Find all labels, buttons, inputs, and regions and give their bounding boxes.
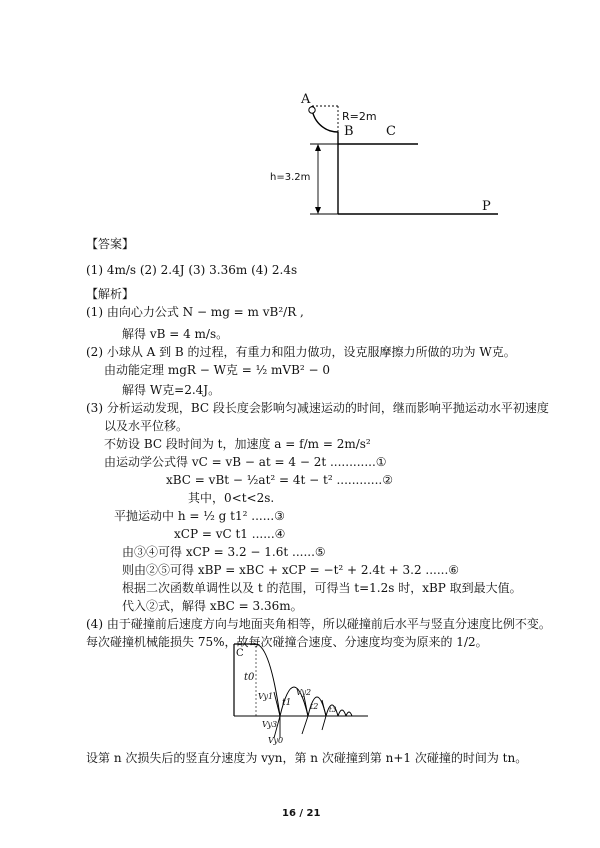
p3-line10: 则由②⑤可得 xBP = xBC + xCP = −t² + 2.4t + 3.2 ......⑥ — [122, 563, 460, 577]
answer-header: 【答案】 — [86, 237, 135, 251]
label-height: h=3.2m — [270, 172, 311, 183]
fig2-label-t2: t2 — [310, 702, 319, 711]
label-b: B — [344, 124, 354, 139]
label-c: C — [386, 124, 396, 139]
p3-line11: 根据二次函数单调性以及 t 的范围，可得当 t=1.2s 时，xBP 取到最大值。 — [122, 581, 522, 595]
velocity-arrow-up-3 — [322, 700, 326, 716]
analysis-header: 【解析】 — [86, 287, 135, 301]
answer-line: (1) 4m/s (2) 2.4J (3) 3.36m (4) 2.4s — [86, 263, 298, 277]
p2-line3: 解得 W克=2.4J。 — [122, 383, 221, 397]
velocity-arrow-up-2 — [304, 696, 308, 716]
fig2-label-vy2: Vy2 — [296, 688, 312, 697]
p3-line3: 不妨设 BC 段时间为 t，加速度 a = f/m = 2m/s² — [104, 437, 371, 451]
velocity-arrow-down-2 — [302, 716, 308, 734]
p3-line4: 由运动学公式得 vC = vB − at = 4 − 2t ............① — [104, 455, 387, 469]
height-arrow-head-bottom — [315, 207, 321, 214]
fig2-label-t0: t0 — [244, 672, 255, 683]
p1-line2: 解得 vB = 4 m/s。 — [122, 327, 229, 341]
fig2-label-t3: t3 — [329, 706, 337, 714]
p2-line1: (2) 小球从 A 到 B 的过程，有重力和阻力做功，设克服摩擦力所做的功为 W克。 — [86, 345, 516, 359]
fig2-label-t1: t1 — [282, 698, 292, 708]
p3-line1: (3) 分析运动发现，BC 段长度会影响匀减速运动的时间，继而影响平抛运动水平初速度 — [86, 401, 549, 415]
fig2-label-c: C — [236, 648, 244, 659]
p4-line1: (4) 由于碰撞前后速度方向与地面夹角相等，所以碰撞前后水平与竖直分速度比例不变。 — [86, 617, 551, 631]
p2-line2: 由动能定理 mgR − W克 = ½ mVB² − 0 — [104, 363, 331, 377]
page-number: 16 / 21 — [282, 808, 321, 819]
p3-line6: 其中，0<t<2s. — [188, 491, 275, 505]
velocity-arrow-down-3 — [322, 716, 326, 730]
p4-line3: 设第 n 次损失后的竖直分速度为 vyn，第 n 次碰撞到第 n+1 次碰撞的时间为 tn。 — [86, 751, 528, 765]
fig2-label-vy0: Vy0 — [268, 736, 284, 745]
label-radius: R=2m — [342, 110, 377, 123]
fig2-label-vy3: Vy3 — [262, 720, 278, 729]
p3-line5: xBC = vBt − ½at² = 4t − t² ............② — [166, 473, 393, 487]
p4-line2: 每次碰撞机械能损失 75%，故每次碰撞合速度、分速度均变为原来的 1/2。 — [86, 635, 488, 649]
trajectory-fall — [256, 644, 280, 716]
trajectory-bounce-4 — [338, 710, 346, 716]
p3-line12: 代入②式，解得 xBC = 3.36m。 — [122, 599, 303, 613]
label-a: A — [301, 92, 311, 107]
track-diagram — [290, 84, 510, 220]
p3-line9: 由③④可得 xCP = 3.2 − 1.6t ......⑤ — [122, 545, 326, 559]
label-p: P — [482, 199, 491, 214]
p3-line8: xCP = vC t1 ......④ — [174, 527, 286, 541]
quarter-circle-track — [312, 106, 338, 132]
trajectory-bounce-5 — [346, 712, 352, 716]
ball — [309, 107, 315, 113]
p3-line2: 以及水平位移。 — [104, 419, 189, 433]
height-arrow-head-top — [315, 144, 321, 151]
p3-line7: 平抛运动中 h = ½ g t1² ......③ — [114, 509, 285, 523]
fig2-label-vy1: Vy1 — [258, 692, 274, 701]
p1-line1: (1) 由向心力公式 N − mg = m vB²/R , — [86, 305, 304, 319]
